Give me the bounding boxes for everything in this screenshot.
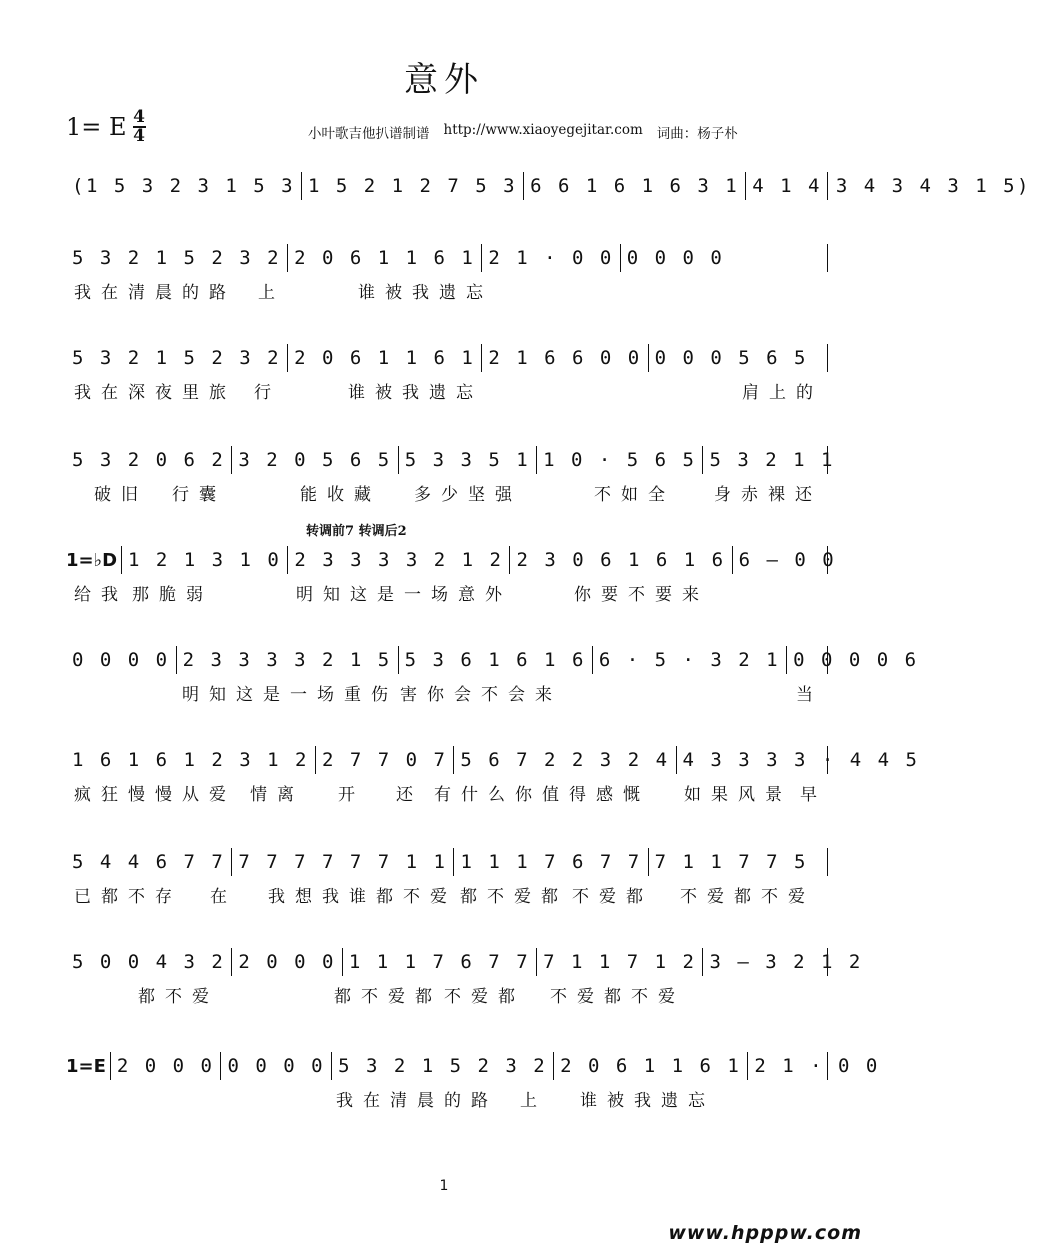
notation-line — [66, 238, 828, 278]
measure: 0 0 0 0 — [72, 649, 170, 671]
score-row — [66, 640, 919, 706]
lyric-phrase: 已都不存 — [74, 887, 182, 907]
lyric-phrase: 不爱都 — [572, 887, 653, 907]
measure: 0 0 0 0 6 — [793, 649, 919, 671]
lyric-phrase: 不如全 — [594, 485, 675, 505]
lyric-phrase: 都不爱 — [138, 987, 219, 1007]
barline-end — [827, 848, 828, 876]
lyric-phrase: 谁被我遗忘 — [580, 1091, 715, 1111]
measure: 4 3 3 3 3 · 4 4 5 — [682, 749, 920, 771]
score-row — [66, 338, 828, 404]
lyric-phrase: 我在深夜里旅 — [74, 383, 236, 403]
measure: 5 3 2 0 6 2 — [72, 449, 226, 471]
lyrics-line — [66, 278, 828, 304]
lyric-phrase: 明知这是一场意外 — [296, 585, 512, 605]
lyrics-line — [66, 882, 828, 908]
measure: 7 7 7 7 7 7 1 1 — [238, 851, 448, 873]
measure: 2 0 6 1 1 6 1 — [294, 347, 476, 369]
barline-end — [827, 344, 828, 372]
measure: 2 1 · 0 0 — [488, 247, 614, 269]
measure: 1 1 1 7 6 7 7 — [348, 951, 531, 973]
measure: 2 1 · 0 0 — [754, 1055, 880, 1077]
lyric-phrase: 疯狂慢慢从爱 — [74, 785, 236, 805]
barline-end — [827, 172, 828, 200]
barline-end — [827, 446, 828, 474]
notation-line — [66, 338, 828, 378]
lyric-phrase: 明知这是一场重伤 — [182, 685, 398, 705]
measure: 1 1 1 7 6 7 7 — [460, 851, 642, 873]
lyric-phrase: 谁被我遗忘 — [358, 283, 493, 303]
measure: 0 0 0 0 — [626, 247, 725, 269]
measure: 5 3 2 1 5 2 3 2 — [72, 247, 282, 269]
notation-line — [66, 740, 920, 780]
lyrics-line — [66, 780, 828, 806]
measure: 5 0 0 4 3 2 — [72, 951, 226, 973]
measure: 1 6 1 6 1 2 3 1 2 — [72, 749, 309, 771]
measure: 2 0 6 1 1 6 1 — [560, 1055, 742, 1077]
lyric-phrase: 破旧 — [94, 485, 148, 505]
measure: 4 1 4 3 4 3 4 3 1 5) — [752, 175, 1031, 197]
barline-end — [827, 948, 828, 976]
arranger-credit: 小叶歌吉他扒谱制谱 — [308, 126, 430, 142]
measure: 1 5 2 1 2 7 5 3 — [308, 175, 518, 197]
source-url: http://www.xiaoyegejitar.com — [443, 122, 643, 138]
score-row — [66, 524, 837, 606]
time-signature-top: 4 — [133, 107, 145, 127]
key-signature — [66, 107, 146, 146]
score-row — [66, 166, 1031, 232]
lyric-phrase: 当 — [796, 685, 823, 705]
notation-line — [66, 942, 863, 982]
lyric-phrase: 不爱都不爱 — [680, 887, 815, 907]
lyric-phrase: 行囊 — [172, 485, 226, 505]
score-row — [66, 842, 828, 908]
lyrics-line — [66, 1086, 828, 1112]
notation-line — [66, 440, 835, 480]
measure: 2 0 6 1 1 6 1 — [294, 247, 476, 269]
measure: (1 5 3 2 3 1 5 3 — [72, 175, 296, 197]
lyric-phrase: 谁被我遗忘 — [348, 383, 483, 403]
lyric-phrase: 上 — [520, 1091, 547, 1111]
lyrics-line — [66, 378, 828, 404]
score-row — [66, 1046, 880, 1112]
lyric-phrase: 早 — [800, 785, 827, 805]
barline-end — [827, 746, 828, 774]
songwriter-credit: 词曲：杨子朴 — [656, 126, 738, 142]
notation-line — [66, 166, 1031, 206]
measure: 5 3 2 1 1 — [709, 449, 835, 471]
measure: 3 – 3 2 1 2 — [709, 951, 863, 973]
measure: 0 0 0 0 — [227, 1055, 326, 1077]
measure: 7 1 1 7 7 5 — [654, 851, 808, 873]
measure: 6 6 1 6 1 6 3 1 — [530, 175, 740, 197]
score-row — [66, 238, 828, 304]
lyric-phrase: 情离 — [250, 785, 304, 805]
lyric-phrase: 开 — [338, 785, 365, 805]
lyric-phrase: 都不爱都 — [334, 987, 442, 1007]
lyric-phrase: 如果风景 — [684, 785, 792, 805]
lyric-phrase: 害你会不会来 — [400, 685, 562, 705]
measure: 2 0 0 0 — [238, 951, 336, 973]
notation-line — [66, 842, 828, 882]
key-change-label: 1=♭D — [66, 549, 118, 571]
lyric-phrase: 在 — [210, 887, 237, 907]
watermark: www.hpppw.com — [668, 1222, 862, 1244]
measure: 2 3 0 6 1 6 1 6 — [516, 549, 726, 571]
measure: 2 3 3 3 3 2 1 5 — [182, 649, 392, 671]
lyric-phrase: 行 — [254, 383, 281, 403]
lyric-phrase: 肩上的 — [742, 383, 823, 403]
measure: 5 4 4 6 7 7 — [72, 851, 226, 873]
measure: 2 0 0 0 — [116, 1055, 215, 1077]
measure: 1 2 1 3 1 0 — [128, 549, 282, 571]
barline-end — [827, 646, 828, 674]
lyrics-line — [66, 580, 828, 606]
lyric-phrase: 还 — [396, 785, 423, 805]
credits — [308, 122, 738, 142]
measure: 2 3 3 3 3 2 1 2 — [294, 549, 504, 571]
measure: 2 7 7 0 7 — [321, 749, 448, 771]
lyric-phrase: 多少坚强 — [414, 485, 522, 505]
notation-line — [66, 640, 919, 680]
song-title: 意外 — [404, 60, 484, 100]
measure: 3 2 0 5 6 5 — [238, 449, 392, 471]
lyric-phrase: 给我 — [74, 585, 128, 605]
lyric-phrase: 能收藏 — [300, 485, 381, 505]
measure: 5 3 2 1 5 2 3 2 — [338, 1055, 548, 1077]
measure: 5 6 7 2 2 3 2 4 — [460, 749, 670, 771]
lyrics-line — [66, 982, 828, 1008]
measure: 1 0 · 5 6 5 — [543, 449, 697, 471]
lyric-phrase: 不爱都 — [444, 987, 525, 1007]
key-change-label: 1=E — [66, 1055, 106, 1077]
lyrics-line — [66, 206, 828, 232]
measure: 7 1 1 7 1 2 — [543, 951, 697, 973]
barline-end — [827, 244, 828, 272]
score-row — [66, 740, 920, 806]
score-row — [66, 440, 835, 506]
lyric-phrase: 都不爱都 — [460, 887, 568, 907]
barline-end — [827, 546, 828, 574]
lyric-phrase: 不爱都不爱 — [550, 987, 685, 1007]
measure: 5 3 2 1 5 2 3 2 — [72, 347, 282, 369]
lyric-phrase: 我在清晨的路 — [74, 283, 236, 303]
time-signature-bottom: 4 — [133, 126, 145, 146]
measure: 6 · 5 · 3 2 1 — [598, 649, 781, 671]
page-number: 1 — [439, 1178, 449, 1194]
measure: 5 3 6 1 6 1 6 — [404, 649, 586, 671]
lyric-phrase: 上 — [258, 283, 285, 303]
barline-end — [827, 1052, 828, 1080]
notation-line — [66, 540, 837, 580]
measure: 0 0 0 5 6 5 — [654, 347, 808, 369]
time-signature — [133, 107, 146, 146]
lyrics-line — [66, 680, 828, 706]
lyric-phrase: 你要不要来 — [574, 585, 709, 605]
lyric-phrase: 我在清晨的路 — [336, 1091, 498, 1111]
notation-line — [66, 1046, 880, 1086]
lyrics-line — [66, 480, 828, 506]
key-label: 1= E — [66, 113, 127, 141]
score-row — [66, 942, 863, 1008]
lyric-phrase: 我想我谁都不爱 — [268, 887, 457, 907]
lyric-phrase: 有什么你值得感慨 — [434, 785, 650, 805]
measure: 6 – 0 0 — [738, 549, 837, 571]
modulation-note: 转调前7 转调后2 — [306, 524, 407, 539]
measure: 5 3 3 5 1 — [404, 449, 531, 471]
measure: 2 1 6 6 0 0 — [488, 347, 642, 369]
lyric-phrase: 身赤裸还 — [714, 485, 822, 505]
lyric-phrase: 那脆弱 — [132, 585, 213, 605]
